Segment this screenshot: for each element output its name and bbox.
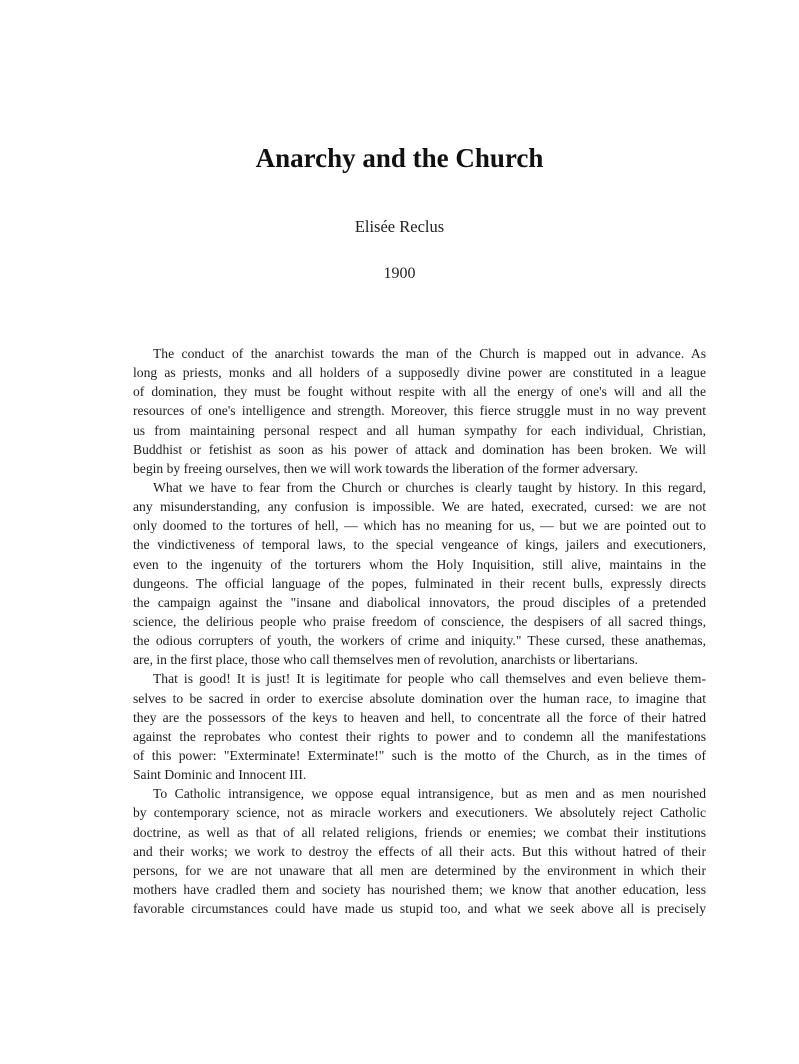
- text-line: resources of one's intelligence and strength. Moreover, this fierce struggle must in no way prevent: [133, 403, 706, 419]
- paragraph-2: [133, 478, 706, 669]
- text-line: are, in the first place, those who call themselves men of revolution, anarchists or libertarians.: [133, 652, 639, 668]
- text-line: Saint Dominic and Innocent III.: [133, 767, 307, 783]
- text-line: the odious corrupters of youth, the workers of crime and iniquity." These cursed, these anathemas,: [133, 633, 706, 649]
- text-line: What we have to fear from the Church or churches is clearly taught by history. In this regard,: [153, 479, 706, 495]
- text-line: any misunderstanding, any confusion is impossible. We are hated, execrated, cursed: we are not: [133, 499, 706, 515]
- text-line: the campaign against the "insane and diabolical innovators, the proud disciples of a pretended: [133, 594, 706, 610]
- paragraph-4: [133, 784, 706, 918]
- text-line: even to the ingenuity of the torturers whom the Holy Inquisition, still alive, maintains in the: [133, 556, 706, 572]
- text-line: us from maintaining personal respect and all human sympathy for each individual, Christian,: [133, 422, 706, 438]
- text-line: the vindictiveness of temporal laws, to the special vengeance of kings, jailers and executioners,: [133, 537, 706, 553]
- text-line: only doomed to the tortures of hell, — which has no meaning for us, — but we are pointed out to: [133, 518, 706, 534]
- document-body: [133, 344, 706, 918]
- text-line: long as priests, monks and all holders of a supposedly divine power are constituted in a league: [133, 365, 706, 381]
- document-title: Anarchy and the Church: [255, 143, 544, 173]
- text-line: To Catholic intransigence, we oppose equal intransigence, but as men and as men nourished: [153, 786, 706, 802]
- text-line: they are the possessors of the keys to heaven and hell, to concentrate all the force of their hatred: [133, 709, 706, 725]
- text-line: doctrine, as well as that of all related religions, friends or enemies; we combat their institutions: [133, 824, 706, 840]
- text-line: of domination, they must be fought without respite with all the energy of one's will and all the: [133, 384, 706, 400]
- text-line: mothers have cradled them and society has nourished them; we know that another education, less: [133, 881, 706, 897]
- paragraph-1: [133, 344, 706, 478]
- text-line: favorable circumstances could have made us stupid too, and what we seek above all is precisely: [133, 901, 706, 917]
- text-line: Buddhist or fetishist as soon as his power of attack and domination has been broken. We will: [133, 441, 706, 457]
- document-author: Elisée Reclus: [354, 217, 445, 236]
- text-line: of this power: "Exterminate! Exterminate!" such is the motto of the Church, as in the times of: [133, 747, 706, 763]
- text-line: The conduct of the anarchist towards the man of the Church is mapped out in advance. As: [153, 346, 706, 361]
- text-line: begin by freeing ourselves, then we will work towards the liberation of the former adversary.: [133, 460, 638, 476]
- paragraph-3: [133, 669, 706, 784]
- text-line: selves to be sacred in order to exercise absolute domination over the human race, to imagine that: [133, 690, 706, 706]
- text-line: against the reprobates who contest their rights to power and to condemn all the manifestations: [133, 728, 706, 744]
- text-line: persons, for we are not unaware that all men are determined by the environment in which their: [133, 862, 706, 878]
- text-line: science, the delirious people who praise freedom of conscience, the despisers of all sacred things,: [133, 613, 706, 629]
- document-year: 1900: [383, 265, 416, 282]
- text-line: by contemporary science, not as miracle workers and executioners. We absolutely reject Catholic: [133, 805, 706, 821]
- text-line: That is good! It is just! It is legitimate for people who call themselves and even believe them-: [153, 671, 706, 687]
- text-line: dungeons. The official language of the popes, fulminated in their recent bulls, expressly directs: [133, 575, 706, 591]
- text-line: and their works; we work to destroy the effects of all their acts. But this without hatred of their: [133, 843, 706, 859]
